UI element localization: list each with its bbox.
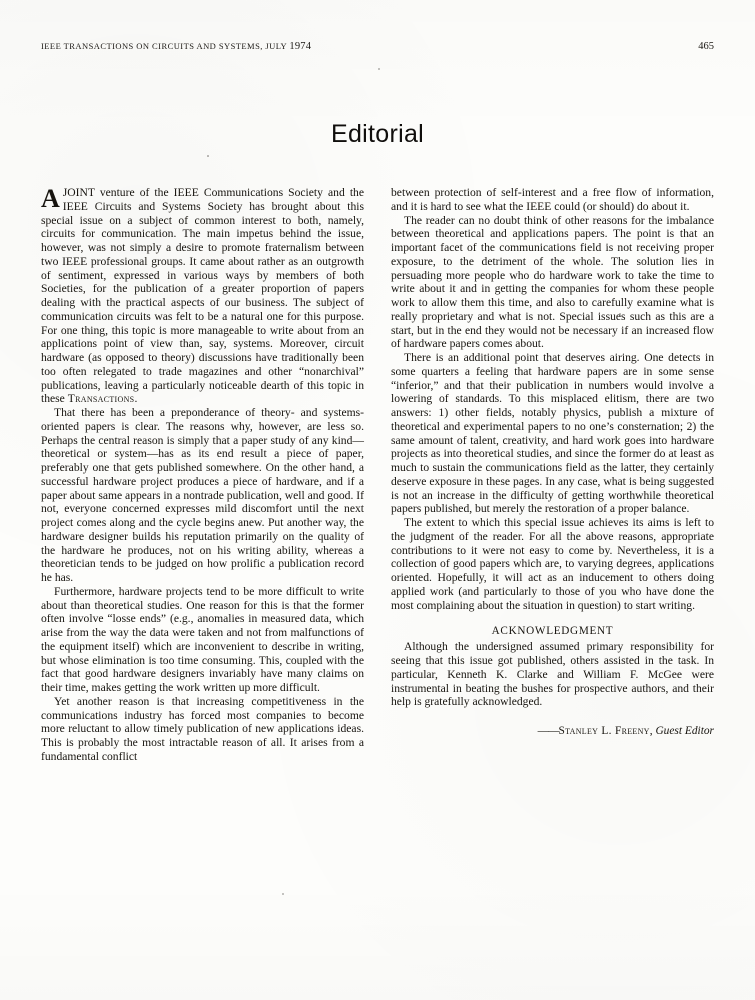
- page-title: Editorial: [330, 119, 425, 148]
- paragraph-1-tail: .: [134, 392, 138, 406]
- running-header-year: 1974: [289, 41, 312, 52]
- article-body: [41, 186, 714, 764]
- signature-line: [391, 725, 714, 737]
- paragraph-2: That there has been a preponderance of theory- and systems-oriented papers is clear. The reasons why, however, are less so. Perhaps the central reason is simply that a paper study of any kind—theoretical or system—has as its end result a piece of paper, preferably one that gets published somewhere. On the other hand, a successful hardware project produces a piece of hardware, and if a paper about same appears in a nontrade publication, well and good. If not, everyone concerned expresses mild discomfort until the next project comes along and the cycle begins anew. Put another way, the hardware designer builds his reputation primarily on the quality of the hardware he produces, not on his writing ability, whereas a theoretician tends to be judged on how prolific a publication record he has.: [41, 406, 364, 584]
- running-header-journal: IEEE TRANSACTIONS ON CIRCUITS AND SYSTEMS, JULY 1974: [41, 41, 312, 52]
- paragraph-3: Furthermore, hardware projects tend to be more difficult to write about than theoretical studies. One reason for this is that the former often involve “losse ends” (e.g., anomalies in measured data, which arise from the way the data were taken and not from malfunctions of the equipment itself) which are inconvenient to describe in writing, but whose elimination is too time consuming. This, coupled with the fact that good hardware designers invariably have many claims on their time, makes getting the work written up more difficult.: [41, 584, 364, 694]
- scan-speck: [207, 155, 209, 157]
- paragraph-1: [41, 186, 364, 406]
- right-column: [391, 186, 714, 764]
- signature-role: Guest Editor: [655, 725, 714, 737]
- left-column: [41, 186, 364, 764]
- running-header: [41, 41, 714, 55]
- scan-speck: [282, 893, 284, 895]
- page-number: 465: [698, 41, 714, 52]
- acknowledgment-text: Although the undersigned assumed primary responsibility for seeing that this issue got published, others assisted in the task. In particular, Kenneth K. Clarke and William F. McGee were instrumental in beating the bushes for prospective authors, and their help is gratefully acknowledged.: [391, 640, 714, 709]
- signature-separator: ,: [649, 725, 656, 737]
- paragraph-4: Yet another reason is that increasing competitiveness in the communications industry has forced most companies to become more reluctant to allow timely publication of new applications ideas. This is probably the most intractable reason of all. It arises from a fundamental conflict: [41, 694, 364, 763]
- paragraph-5: The reader can no doubt think of other reasons for the imbalance between theoretical and applications papers. The point is that an important facet of the communications field is not receiving proper exposure, to the detriment of the whole. The solution lies in persuading more people who do hardware work to take the time to write about it and in getting the companies for whom these people work to allow them this time, and also to carefully examine what is really proprietary and what is not. Special issues such as this are a start, but in the end they would not be necessary if an increased flow of hardware papers comes about.: [391, 213, 714, 351]
- paragraph-7: The extent to which this special issue achieves its aims is left to the judgment of the reader. For all the above reasons, appropriate contributions to it were not easy to come by. Nevertheless, it is a collection of good papers which are, to varying degrees, applications oriented. Hopefully, it will act as an inducement to others doing applied work (and particularly to those of you who have done the most complaining about the situation in question) to start writing.: [391, 516, 714, 612]
- drop-cap: A: [41, 184, 60, 213]
- acknowledgment-heading: ACKNOWLEDGMENT: [491, 625, 614, 638]
- transactions-smallcaps: Transactions: [67, 392, 135, 406]
- paragraph-1-text: JOINT venture of the IEEE Communications Society and the IEEE Circuits and Systems Society has brought about this special issue on a subject of common interest to both, namely, circuits for communication. The main impetus behind the issue, however, was not simply a desire to promote fraternalism between two IEEE professional groups. It came about rather as an outgrowth of sentiment, expressed in various ways by members of both Societies, for the publication of a greater proportion of papers dealing with the practical aspects of our business. The subject of communication circuits was felt to be a natural one for this purpose. For one thing, this topic is more manageable to write about from an applications point of view than, say, systems. Moreover, circuit hardware (as opposed to theory) discussions have traditionally been too often relegated to trade magazines and other “nonarchival” publications, leaving a particularly noticeable dearth of this topic in these: [41, 186, 364, 406]
- paragraph-4-continued: between protection of self-interest and a free flow of information, and it is hard to see what the IEEE could (or should) do about it.: [391, 186, 714, 213]
- scan-speck: [378, 68, 380, 70]
- paragraph-6: There is an additional point that deserves airing. One detects in some quarters a feeling that hardware papers are in some sense “inferior,” and that their publication in numbers would involve a lowering of standards. To this misplaced elitism, there are two answers: 1) other fields, notably physics, publish a mixture of theoretical and experimental papers to no one’s consternation; 2) the same amount of talent, creativity, and hard work goes into hardware projects as into theoretical studies, and since the former do at least as much to sustain the communications field as the latter, they certainly deserve exposure in these pages. In any case, what is being suggested is not an increase in the difficulty of getting worthwhile theoretical papers published, but merely the restoration of a proper balance.: [391, 351, 714, 516]
- signature-name: Stanley L. Freeny: [558, 725, 650, 737]
- signature-dash: ——: [537, 725, 559, 737]
